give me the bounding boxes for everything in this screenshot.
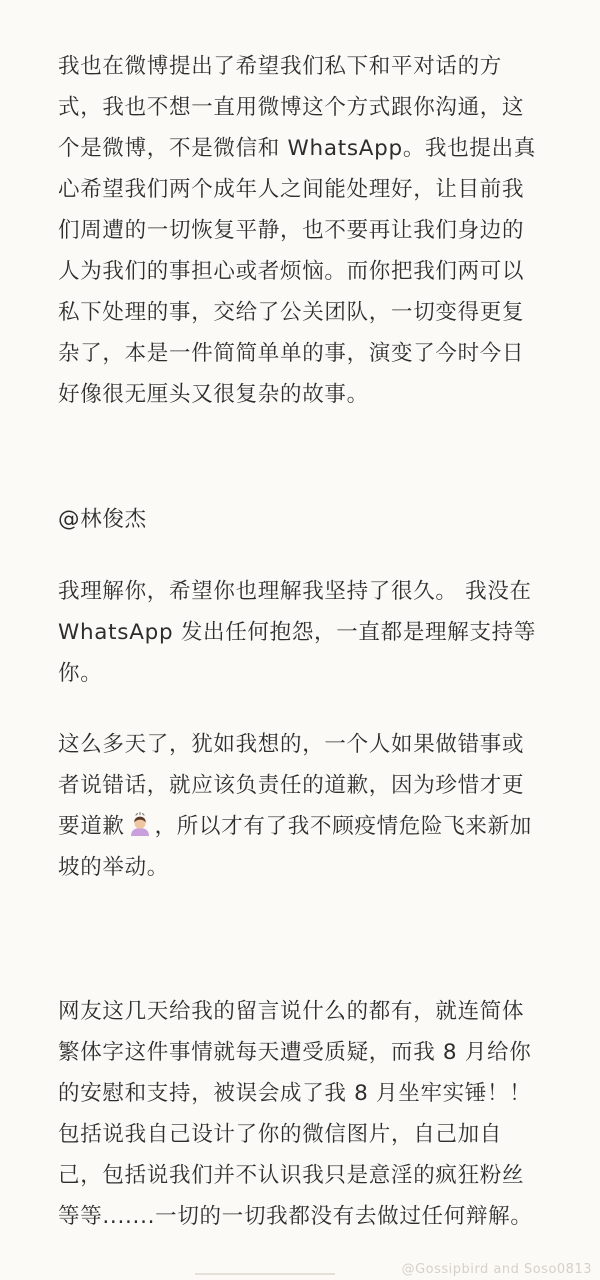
paragraph-4-before-emoji: 这么多天了，犹如我想的，一个人如果做错事或者说错话，就应该负责任的道歉，因为珍惜才更要道歉	[58, 732, 525, 839]
paragraph-5: 网友这几天给我的留言说什么的都有，就连简体繁体字这件事情就每天遭受质疑，而我 8 月给你的安慰和支持，被误会成了我 8 月坐牢实锤！！包括说我自己设计了你的微信图片，自己加自己，包括说我们并不认识我只是意淫的疯狂粉丝等等.......一切的一切我都没有去做过任何辩解。	[58, 999, 533, 1229]
woman-bowing-emoji-icon	[127, 811, 153, 837]
paragraph-4	[58, 724, 542, 888]
paragraph-4-after-emoji: ，所以才有了我不顾疫情危险飞来新加坡的举动。	[58, 814, 533, 880]
paragraph-1: 我也在微博提出了希望我们私下和平对话的方式，我也不想一直用微博这个方式跟你沟通，这个是微博，不是微信和 WhatsApp。我也提出真心希望我们两个成年人之间能处理好，让目前我们周遭的一切恢复平静，也不要再让我们身边的人为我们的事担心或者烦恼。而你把我们两可以私下处理的事，交给了公关团队，一切变得更复杂了，本是一件简简单单的事，演变了今时今日好像很无厘头又很复杂的故事。	[58, 54, 537, 407]
mention-line: @林俊杰	[58, 507, 147, 532]
bottom-divider	[195, 1273, 335, 1275]
watermark-text: @Gossipbird and Soso0813	[401, 1262, 592, 1277]
paragraph-3: 我理解你，希望你也理解我坚持了很久。 我没在 WhatsApp 发出任何抱怨，一直都是理解支持等你。	[58, 579, 537, 686]
